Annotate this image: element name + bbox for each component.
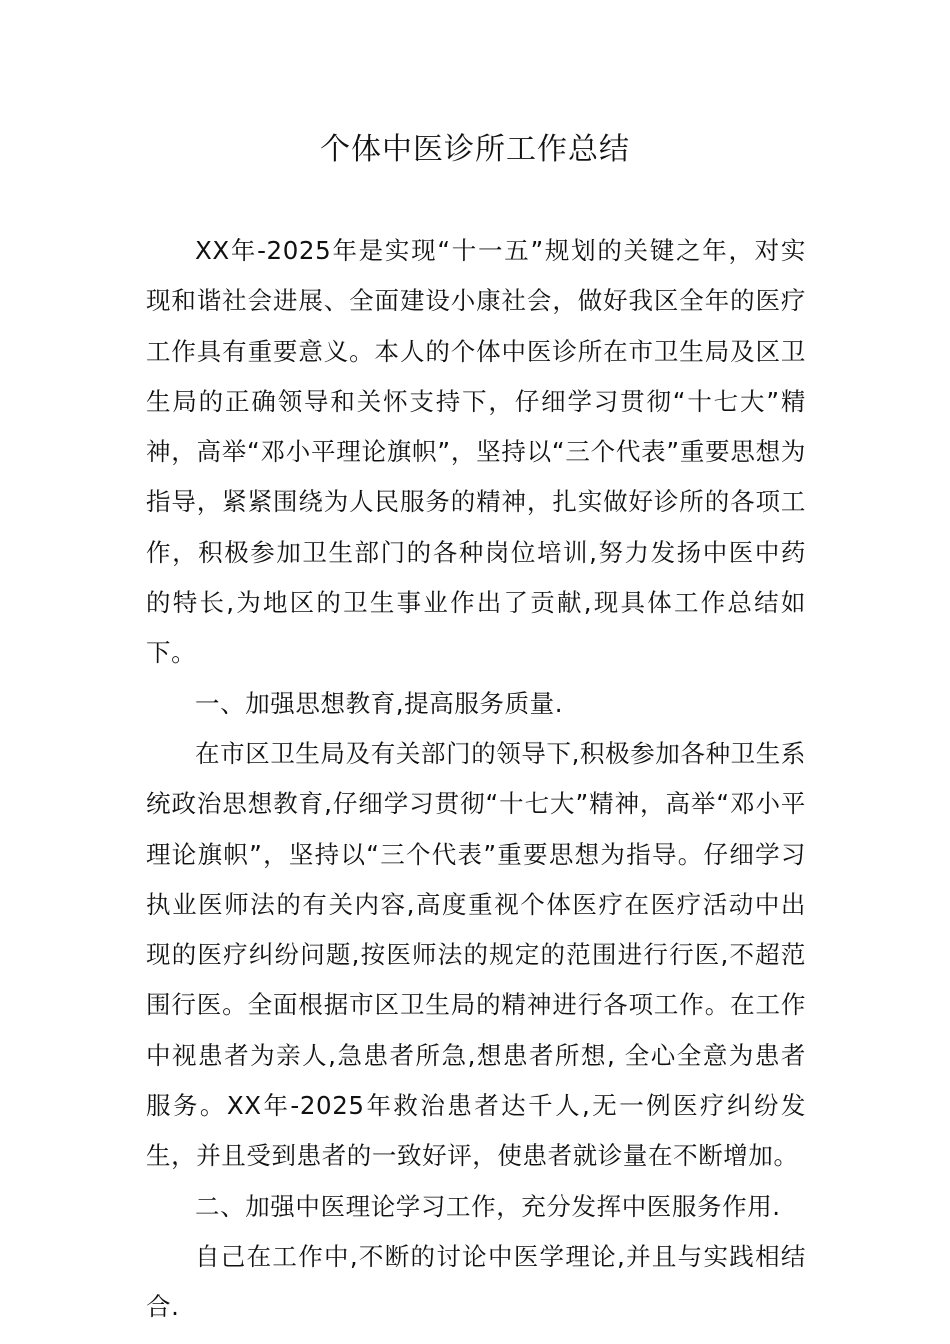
section-1-paragraph: 在市区卫生局及有关部门的领导下,积极参加各种卫生系统政治思想教育,仔细学习贯彻“十七大”精神，高举“邓小平理论旗帜”，坚持以“三个代表”重要思想为指导。仔细学习执业医师法的有关内容,高度重视个体医疗在医疗活动中出现的医疗纠纷问题,按医师法的规定的范围进行行医,不超范围行医。全面根据市区卫生局的精神进行各项工作。在工作中视患者为亲人,急患者所急,想患者所想, 全心全意为患者服务。XX年-2025年救治患者达千人,无一例医疗纠纷发生，并且受到患者的一致好评，使患者就诊量在不断增加。 (146, 738, 806, 1171)
intro-paragraph: XX年-2025年是实现“十一五”规划的关键之年，对实现和谐社会进展、全面建设小康社会，做好我区全年的医疗工作具有重要意义。本人的个体中医诊所在市卫生局及区卫生局的正确领导和关怀支持下，仔细学习贯彻“十七大”精神，高举“邓小平理论旗帜”，坚持以“三个代表”重要思想为指导，紧紧围绕为人民服务的精神，扎实做好诊所的各项工作，积极参加卫生部门的各种岗位培训,努力发扬中医中药的特长,为地区的卫生事业作出了贡献,现具体工作总结如下。 (146, 236, 806, 668)
document-title: 个体中医诊所工作总结 (320, 132, 630, 167)
section-heading-1: 一、加强思想教育,提高服务质量. (195, 688, 564, 718)
section-2-paragraph: 自己在工作中,不断的讨论中医学理论,并且与实践相结合. (146, 1241, 806, 1322)
document-body (146, 226, 806, 1333)
section-heading-2: 二、加强中医理论学习工作，充分发挥中医服务作用. (195, 1191, 781, 1221)
